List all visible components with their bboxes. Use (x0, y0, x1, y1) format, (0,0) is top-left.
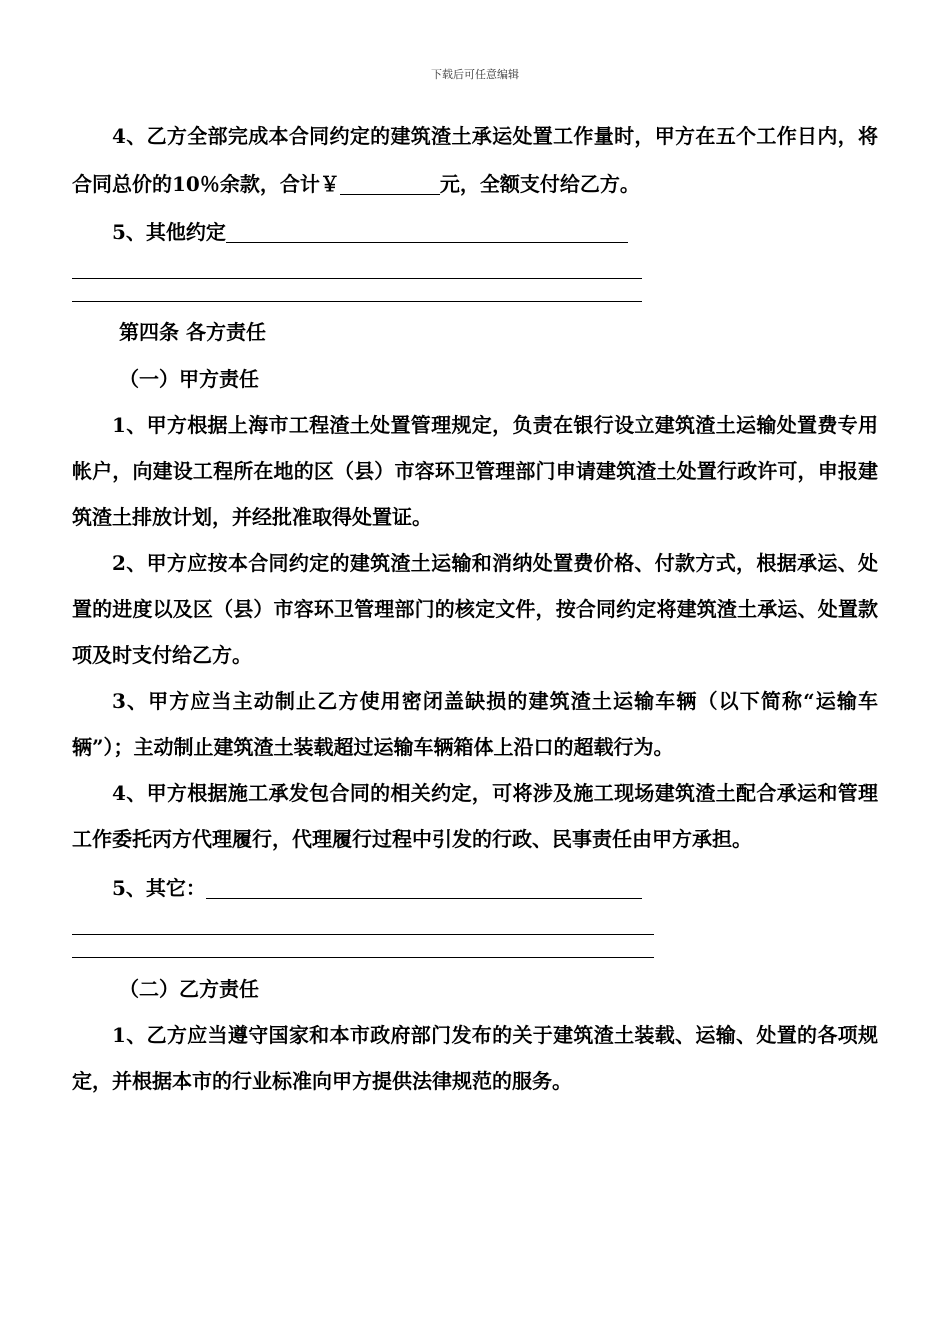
clause-3-4-text: 4、乙方全部完成本合同约定的建筑渣土承运处置工作量时，甲方在五个工作日内，将合同总价的10％余款，合计￥ (72, 124, 878, 196)
party-a-other-blank-2[interactable] (72, 912, 654, 935)
party-b-item-1: 1、乙方应当遵守国家和本市政府部门发布的关于建筑渣土装载、运输、处置的各项规定，并根据本市的行业标准向甲方提供法律规范的服务。 (72, 1023, 878, 1093)
page-header: 下载后可任意编辑 (431, 68, 519, 81)
clause-3-4-text-after: 元，全额支付给乙方。 (439, 172, 640, 196)
other-terms-blank-1[interactable] (226, 220, 628, 243)
clause-3-4 (72, 112, 878, 208)
amount-blank[interactable] (340, 172, 440, 195)
party-a-item-5-label: 5、其它： (112, 876, 206, 900)
party-a-item-5 (72, 864, 878, 912)
clause-3-5-label: 5、其他约定 (112, 220, 226, 244)
party-a-heading: （一）甲方责任 (119, 367, 259, 391)
party-a-other-blank-1[interactable] (206, 876, 642, 899)
document-body (72, 112, 878, 1104)
other-terms-blank-2[interactable] (72, 256, 642, 279)
party-a-item-1: 1、甲方根据上海市工程渣土处置管理规定，负责在银行设立建筑渣土运输处置费专用帐户，向建设工程所在地的区（县）市容环卫管理部门申请建筑渣土处置行政许可，申报建筑渣土排放计划，并经批准取得处置证。 (72, 413, 878, 529)
party-a-item-3: 3、甲方应当主动制止乙方使用密闭盖缺损的建筑渣土运输车辆（以下简称“运输车辆”）；主动制止建筑渣土装载超过运输车辆箱体上沿口的超载行为。 (72, 689, 878, 759)
party-a-item-2: 2、甲方应按本合同约定的建筑渣土运输和消纳处置费价格、付款方式，根据承运、处置的进度以及区（县）市容环卫管理部门的核定文件，按合同约定将建筑渣土承运、处置款项及时支付给乙方。 (72, 551, 878, 667)
other-terms-blank-3[interactable] (72, 279, 642, 302)
clause-3-5 (72, 208, 878, 256)
party-a-item-4: 4、甲方根据施工承发包合同的相关约定，可将涉及施工现场建筑渣土配合承运和管理工作委托丙方代理履行，代理履行过程中引发的行政、民事责任由甲方承担。 (72, 781, 878, 851)
article-4-title: 第四条 各方责任 (119, 320, 266, 344)
party-a-other-blank-3[interactable] (72, 935, 654, 958)
party-b-heading: （二）乙方责任 (119, 977, 259, 1001)
